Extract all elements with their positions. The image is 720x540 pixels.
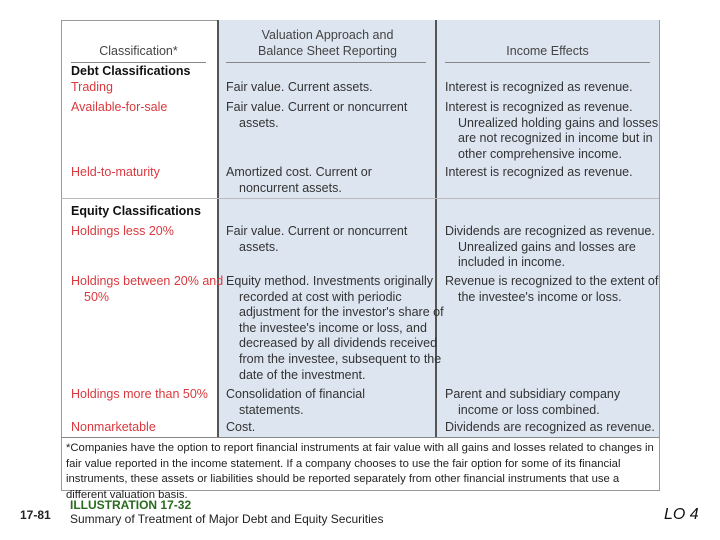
- debt-class: Trading: [71, 80, 113, 94]
- equity-valuation: Cost.: [226, 420, 256, 434]
- slide-number: 17-81: [20, 508, 51, 522]
- header-income: Income Effects: [506, 44, 589, 58]
- debt-section-title: Debt Classifications: [71, 64, 191, 78]
- debt-class: Held-to-maturity: [71, 165, 160, 179]
- equity-income: Dividends are recognized as revenue.: [445, 420, 655, 434]
- equity-class: Holdings between 20% and 50%: [71, 274, 224, 304]
- equity-valuation: Consolidation of financial statements.: [226, 387, 365, 417]
- equity-valuation: Equity method. Investments originally recorded at cost with periodic adjustment for the investor's share of the investee's income or loss, and decreased by all dividends received from the investee, subsequent to the date of the investment.: [226, 274, 444, 382]
- debt-valuation: Amortized cost. Current or noncurrent assets.: [226, 165, 372, 195]
- illustration-label: ILLUSTRATION 17-32: [70, 498, 192, 512]
- debt-class: Available-for-sale: [71, 100, 168, 114]
- header-underline: [226, 62, 426, 63]
- debt-income: Interest is recognized as revenue. Unrealized holding gains and losses are not recognized in income but in other comprehensive income.: [445, 100, 659, 161]
- equity-valuation: Fair value. Current or noncurrent assets.: [226, 224, 408, 254]
- equity-income: Revenue is recognized to the extent of the investee's income or loss.: [445, 274, 659, 304]
- header-underline: [445, 62, 650, 63]
- equity-class: Nonmarketable: [71, 420, 156, 434]
- header-classification: Classification*: [99, 44, 178, 58]
- debt-income: Interest is recognized as revenue.: [445, 165, 633, 179]
- equity-income: Parent and subsidiary company income or loss combined.: [445, 387, 621, 417]
- column-divider: [217, 20, 219, 437]
- equity-class: Holdings more than 50%: [71, 387, 208, 401]
- debt-income: Interest is recognized as revenue.: [445, 80, 633, 94]
- section-divider: [61, 198, 659, 199]
- equity-income: Dividends are recognized as revenue. Unrealized gains and losses are included in income.: [445, 224, 655, 270]
- equity-section-title: Equity Classifications: [71, 204, 201, 218]
- footnote: *Companies have the option to report financial instruments at fair value with all gains and losses related to changes in fair value reported in the income statement. If a company chooses to use the fair option for some of its financial instruments, these assets or liabilities should be reported separately from other financial instruments that use a different valuation basis.: [66, 442, 654, 501]
- illustration-subtitle: Summary of Treatment of Major Debt and Equity Securities: [70, 512, 384, 526]
- header-underline: [71, 62, 206, 63]
- footnote-divider: [61, 437, 659, 438]
- learning-objective: LO 4: [664, 506, 699, 523]
- equity-class: Holdings less 20%: [71, 224, 174, 238]
- header-valuation: Valuation Approach and Balance Sheet Reporting: [258, 28, 397, 58]
- debt-valuation: Fair value. Current assets.: [226, 80, 373, 94]
- debt-valuation: Fair value. Current or noncurrent assets.: [226, 100, 408, 130]
